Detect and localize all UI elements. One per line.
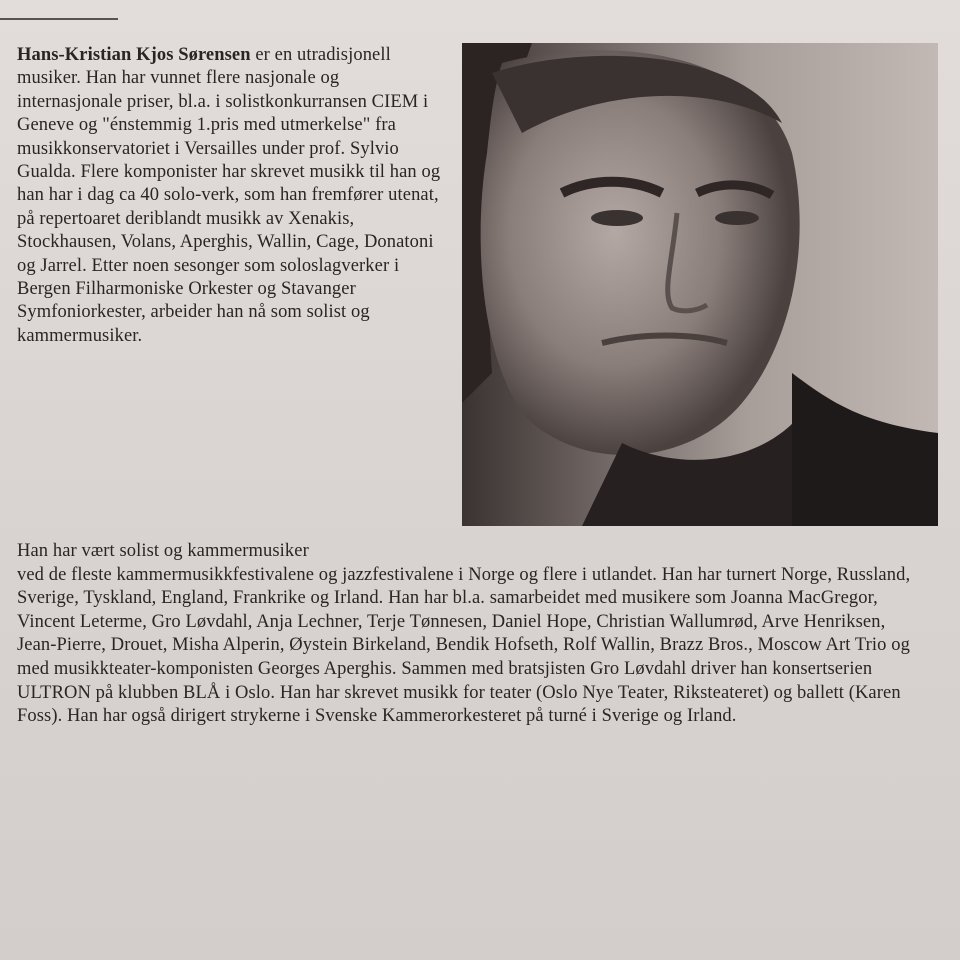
musician-name: Hans-Kristian Kjos Sørensen	[17, 45, 251, 65]
portrait-photo-icon	[462, 43, 938, 526]
career-paragraph	[17, 540, 929, 729]
intro-text: er en utradisjonell musiker. Han har vunnet flere nasjonale og internasjonale priser, bl.a. i solistkonkurransen CIEM i Geneve og "énstemmig 1.pris med utmerkelse" fra musikkonservatoriet i Versailles under prof. Sylvio Gualda. Flere komponister har skrevet musikk til han og han har i dag ca 40 solo-verk, som han fremfører utenat, på repertoaret deriblandt musikk av Xenakis, Stockhausen, Volans, Aperghis, Wallin, Cage, Donatoni og Jarrel. Etter noen sesonger som soloslagverker i Bergen Filharmoniske Orkester og Stavanger Symfoniorkester, arbeider han nå som solist og kammermusiker.	[17, 45, 441, 346]
intro-paragraph	[17, 44, 449, 348]
career-paragraph-text: ved de fleste kammermusikkfestivalene og jazzfestivalene i Norge og flere i utlandet. Han har turnert Norge, Russland, Sverige, Tyskland, England, Frankrike og Irland. Han har bl.a. samarbeidet med musikere som Joanna MacGregor, Vincent Leterme, Gro Løvdahl, Anja Lechner, Terje Tønnesen, Daniel Hope, Christian Wallumrød, Arve Henriksen, Jean-Pierre, Drouet, Misha Alperin, Øystein Birkeland, Bendik Hofseth, Rolf Wallin, Brazz Bros., Moscow Art Trio og med musikkteater-komponisten Georges Aperghis. Sammen med bratsjisten Gro Løvdahl driver han konsertserien ULTRON på klubben BLÅ i Oslo. Han har skrevet musikk for teater (Oslo Nye Teater, Riksteateret) og ballett (Karen Foss). Han har også dirigert strykerne i Svenske Kammerorkesteret på turné i Sverige og Irland.	[17, 564, 911, 727]
top-divider	[0, 18, 118, 20]
career-paragraph-lead: Han har vært solist og kammermusiker	[17, 541, 309, 561]
portrait-photo	[462, 43, 938, 526]
